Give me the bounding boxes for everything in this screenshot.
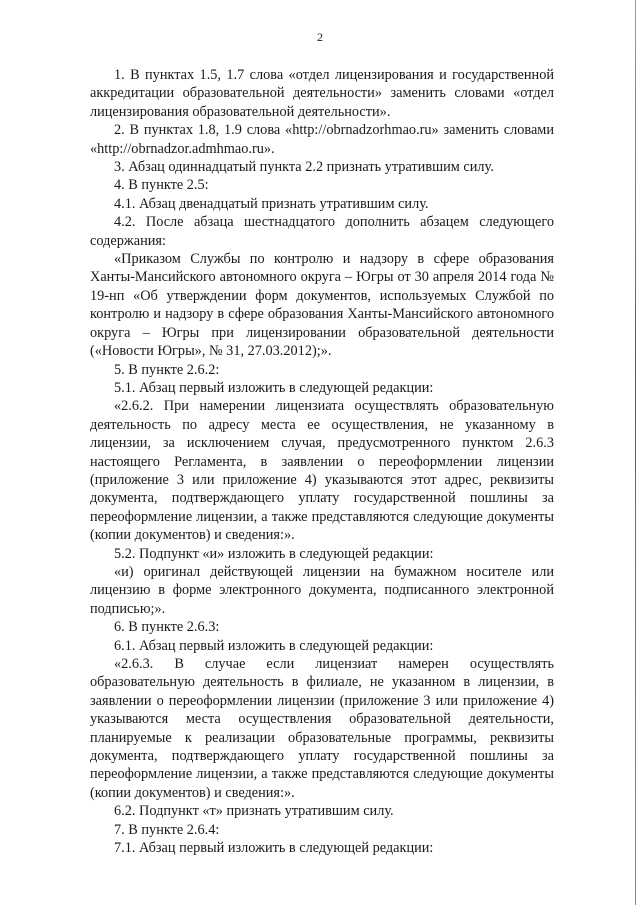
paragraph: «2.6.3. В случае если лицензиат намерен осуществлять образовательную деятельность в филиале, не указанном в лицензии, в заявлении о переоформлении лицензии (приложение 3 или приложение 4) указываются места осуществления образовательной деятельности, планируемые к реализации образовательные программы, реквизиты документа, подтверждающего уплату государственной пошлины за переоформление лицензии, а также представляются следующие документы (копии документов) и сведения:». bbox=[90, 656, 554, 801]
paragraph: «и) оригинал действующей лицензии на бумажном носителе или лицензию в форме электронного документа, подписанного электронной подписью;». bbox=[90, 563, 554, 617]
document-body bbox=[90, 66, 554, 857]
scan-edge-line bbox=[635, 0, 636, 905]
paragraph: 4.2. После абзаца шестнадцатого дополнить абзацем следующего содержания: bbox=[90, 214, 554, 249]
paragraph: 2. В пунктах 1.8, 1.9 слова «http://obrnadzorhmao.ru» заменить словами «http://obrnadzor.admhmao.ru». bbox=[90, 122, 554, 157]
paragraph: 1. В пунктах 1.5, 1.7 слова «отдел лицензирования и государственной аккредитации образовательной деятельности» заменить словами «отдел лицензирования образовательной деятельности». bbox=[90, 67, 554, 120]
paragraph: 3. Абзац одиннадцатый пункта 2.2 признать утратившим силу. bbox=[114, 159, 494, 176]
paragraph: 5.1. Абзац первый изложить в следующей редакции: bbox=[114, 379, 434, 396]
paragraph: 7. В пункте 2.6.4: bbox=[114, 821, 220, 838]
page-number: 2 bbox=[317, 30, 323, 44]
paragraph: 4. В пункте 2.5: bbox=[114, 177, 209, 194]
paragraph: 6.2. Подпункт «т» признать утратившим силу. bbox=[114, 803, 394, 820]
paragraph: 4.1. Абзац двенадцатый признать утратившим силу. bbox=[114, 195, 429, 212]
paragraph: 5.2. Подпункт «и» изложить в следующей редакции: bbox=[114, 545, 434, 562]
paragraph: «2.6.2. При намерении лицензиата осуществлять образовательную деятельность по адресу места ее осуществления, не указанному в лицензии, за исключением случая, предусмотренного пунктом 2.6.3 настоящего Регламента, в заявлении о переоформлении лицензии (приложение 3 или приложение 4) указываются этот адрес, реквизиты документа, подтверждающего уплату государственной пошлины за переоформление лицензии, а также представляются следующие документы (копии документов) и сведения:». bbox=[90, 398, 554, 544]
paragraph: 6. В пункте 2.6.3: bbox=[114, 619, 220, 636]
paragraph: «Приказом Службы по контролю и надзору в сфере образования Ханты-Мансийского автономного округа – Югры от 30 апреля 2014 года № 19-нп «Об утверждении форм документов, используемых Службой по контролю и надзору в сфере образования Ханты-Мансийского автономного округа – Югры при лицензировании образовательной деятельности («Новости Югры», № 31, 27.03.2012);». bbox=[90, 251, 554, 360]
paragraph: 7.1. Абзац первый изложить в следующей редакции: bbox=[114, 840, 434, 857]
paragraph: 6.1. Абзац первый изложить в следующей редакции: bbox=[114, 637, 434, 654]
paragraph: 5. В пункте 2.6.2: bbox=[114, 361, 220, 378]
